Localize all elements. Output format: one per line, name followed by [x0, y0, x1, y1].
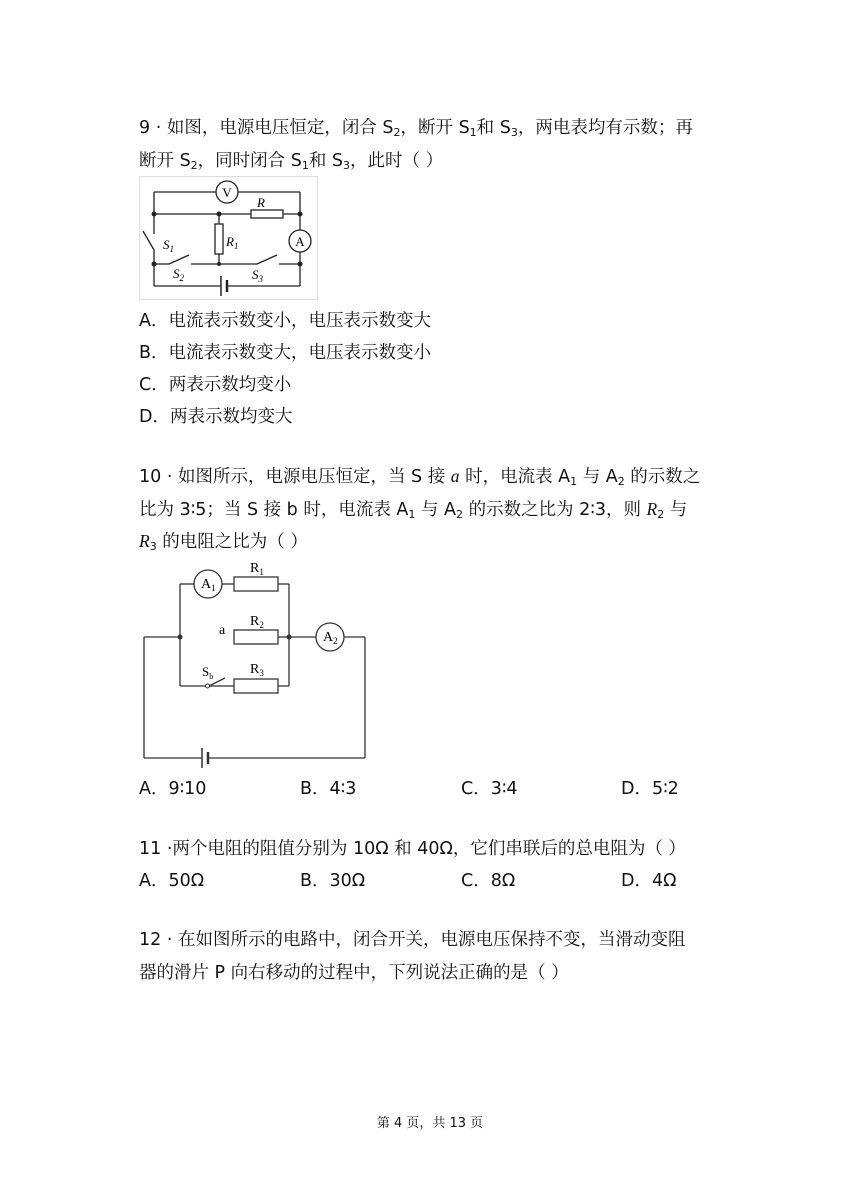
q9-option-a: A．电流表示数变小，电压表示数变大	[139, 311, 431, 331]
ammeter-a2-label: $A_2$	[323, 630, 338, 646]
resistor-r-label: R	[257, 195, 265, 210]
q11-option-b: B．30Ω	[300, 871, 366, 891]
q10-circuit-diagram	[139, 560, 374, 770]
switch-s-label: $S_b$	[202, 664, 214, 681]
q10-option-a: A．9∶10	[139, 779, 207, 799]
q9-line-1: 9 · 如图，电源电压恒定，闭合 S2，断开 S1和 S3，两电表均有示数；再	[139, 118, 693, 139]
q10-option-d: D．5∶2	[621, 779, 679, 799]
q11-option-d: D．4Ω	[621, 871, 677, 891]
q12-line-2: 器的滑片 P 向右移动的过程中，下列说法正确的是（ ）	[139, 963, 569, 983]
resistor-r1-label: $R_1$	[226, 234, 239, 251]
page-footer: 第 4 页，共 13 页	[376, 1116, 484, 1131]
q11-line-1: 11 ·两个电阻的阻值分别为 10Ω 和 40Ω，它们串联后的总电阻为（ ）	[139, 839, 686, 859]
q9-option-c: C．两表示数均变小	[139, 375, 292, 395]
resistor-r3-label: $R_3$	[250, 662, 264, 678]
q10-line-1: 10 · 如图所示，电源电压恒定，当 S 接 a 时，电流表 A1 与 A2 的示数之	[139, 466, 701, 488]
ammeter-a1-label: $A_1$	[201, 577, 216, 593]
switch-s1-label: $S_1$	[163, 237, 174, 254]
q9-option-b: B．电流表示数变大，电压表示数变小	[139, 343, 432, 363]
q9-line-2: 断开 S2，同时闭合 S1和 S3，此时（ ）	[139, 151, 444, 172]
ammeter-label: A	[295, 234, 305, 249]
q10-option-c: C．3∶4	[461, 779, 518, 799]
q10-option-b: B．4∶3	[300, 779, 357, 799]
q10-line-3: R3 的电阻之比为（ ）	[139, 531, 308, 553]
switch-s3-label: $S_3$	[252, 267, 263, 284]
voltmeter-label: V	[222, 185, 232, 200]
q12-line-1: 12 · 在如图所示的电路中，闭合开关，电源电压保持不变，当滑动变阻	[139, 930, 686, 950]
switch-s2-label: $S_2$	[173, 266, 184, 283]
q9-circuit-diagram	[139, 176, 319, 301]
q11-option-c: C．8Ω	[461, 871, 516, 891]
q10-line-2: 比为 3∶5；当 S 接 b 时，电流表 A1 与 A2 的示数之比为 2∶3，则 R2 与	[139, 499, 688, 521]
q11-option-a: A．50Ω	[139, 871, 205, 891]
contact-a-label: a	[219, 623, 226, 638]
resistor-r1-label: $R_1$	[250, 561, 264, 577]
resistor-r2-label: $R_2$	[250, 614, 264, 630]
q9-option-d: D．两表示数均变大	[139, 407, 293, 427]
